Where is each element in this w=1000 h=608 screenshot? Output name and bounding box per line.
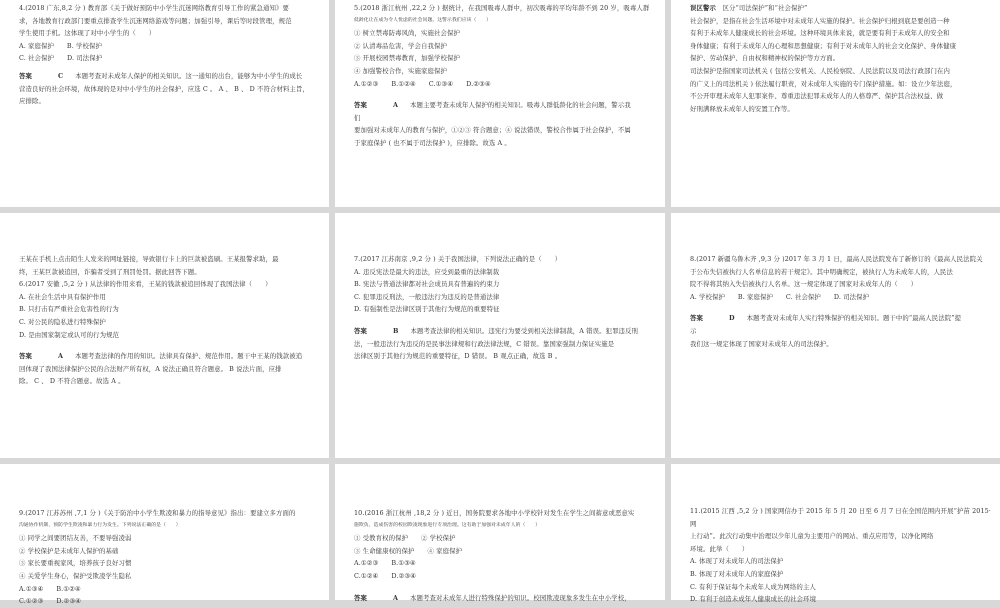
option-line: ② 学校保护是未成年人保护的基础 — [19, 546, 119, 555]
context-line: 终，王某巨款被追回，诈骗者受到了刑罚处罚。据此回答下题。 — [19, 267, 201, 276]
option-line: A.①②③ B.①③④ — [354, 559, 416, 568]
context-line: 王某在手机上点击陌生人发来的网址链接，导致银行卡上的巨款被盗刷。王某报警求助，最 — [19, 255, 279, 263]
answer-letter: D — [728, 314, 735, 323]
option-line: C. 犯罪违反刑法，一般违法行为违反的是普通法律 — [354, 292, 500, 301]
answer-letter: A — [392, 101, 399, 110]
answer-label: 答案 — [19, 352, 32, 361]
answer-line — [354, 592, 653, 605]
question-line: 环境。此举（ ） — [690, 544, 749, 553]
answer-label: 答案 — [690, 314, 703, 323]
option-line: B. 只打击有严重社会危害性的行为 — [19, 305, 119, 314]
option-line: B. 宪法与普通法律都对社会成员具有普遍的约束力 — [354, 280, 500, 289]
body-line: 不公开审理未成年人犯罪案件、尊重违法犯罪未成年人的人格尊严、保护其合法权益、做 — [690, 92, 944, 101]
page-q7 — [335, 213, 665, 458]
answer-letter: B — [392, 326, 399, 335]
question-line: 9.(2017 江苏苏州 ,7,1 分 )《关于防治中小学生欺凌和暴力的指导意见》指出：要建立多方面的 — [19, 509, 296, 517]
question-line: 沟通协作机制，预防学生欺凌和暴力行为发生。下列说法正确的是（ ） — [19, 522, 181, 528]
question-line: 施欺负，造成伤害的校园欺凌现象进行专项治理。这有助于加强对未成年人的（ ） — [354, 522, 541, 528]
body-line: 社会保护，是指在社会生活环境中对未成年人实施的保护。社会保护归根到底是要创造一种 — [690, 16, 950, 25]
answer-line: 们 — [354, 113, 361, 122]
option-line: C. 有利于保证每个未成年人成为网络的主人 — [690, 582, 816, 591]
option-line: ① 同学之间要团结友善，不要导强凌弱 — [19, 534, 132, 543]
option-line: A. 在社会生活中具有保护作用 — [19, 292, 106, 301]
body-line: 司法保护是指国家司法机关 ( 包括公安机关、人民检察院、人民法院以及司法行政部门在内 — [690, 66, 950, 75]
option-line: ③ 生命健康权的保护 ④ 家庭保护 — [354, 546, 463, 555]
question-line: 11.(2015 江西 ,5,2 分 ) 国家网信办于 2015 年 5 月 20 日至 6 月 7 日在全国范围内开展“护苗 2015· — [690, 507, 991, 515]
page-q4 — [0, 0, 329, 207]
page-q5 — [335, 0, 665, 207]
answer-text: 本题考查法律的作用的知识。法律具有保护、规范作用。题干中王某的钱款被追 — [75, 352, 303, 361]
question-line: 6.(2017 安徽 ,5,2 分 ) 从法律的作用来看，王某的钱款被追回体现了我国法律（ ） — [19, 280, 272, 289]
option-line: C. 社会保护 D. 司法保护 — [19, 54, 103, 63]
question-line: 院不得将其纳入失信被执行人名单。这一规定体现了国家对未成年人的（ ） — [690, 280, 918, 289]
option-line: D. 有强制性是法律区别于其他行为规范的重要特征 — [354, 305, 500, 314]
option-line: ② 认清毒品危害，学会自我保护 — [354, 41, 447, 50]
misconception-title: 区分“司法保护”和“社会保护” — [715, 4, 808, 12]
answer-line: 除。 C 、 D 不符合题意。故选 A 。 — [19, 377, 125, 386]
answer-text: 本题主要考查未成年人保护的相关知识。吸毒人群低龄化的社会问题，警示我 — [410, 101, 631, 110]
question-line: 8.(2017 新疆乌鲁木齐 ,9,3 分 )2017 年 3 月 1 日，最高人民法院发布了新修订的《最高人民法院关 — [690, 255, 983, 263]
option-line: ④ 加强警校合作，实施家庭保护 — [354, 66, 447, 75]
answer-line: 于家庭保护 ( 也不属于司法保护 )，应排除。故选 A 。 — [354, 138, 511, 147]
question-line: 10.(2016 浙江杭州 ,18,2 分 ) 近日，国务院要求各地中小学校针对发生在学生之间蓄意或恶意实 — [354, 509, 635, 517]
question-line: 低龄化让在成为令人忧虑的社会问题。这警示我们应该（ ） — [354, 17, 492, 23]
page-q11 — [671, 464, 1000, 604]
page-q6 — [0, 213, 329, 458]
option-line: A. 违反宪法是最大的违法，应受到最重的法律制裁 — [354, 267, 500, 276]
question-line: 求，各地教育行政部门要重点排查学生沉迷网络游戏等问题；加强引导，课后等时段管理，规范 — [19, 16, 292, 25]
body-line: 的广义上的司法机关 ) 依法履行职责，对未成年人实施的专门保护措施。如：设立少年法庭， — [690, 79, 957, 88]
question-line: 上行动”。此次行动集中治理以少年儿童为主要用户的网站、重点应用等，以净化网络 — [690, 532, 934, 541]
question-line: 于公布失信被执行人名单信息的若干规定》。其中明确规定，被执行人为未成年人的，人民法 — [690, 267, 953, 276]
answer-label: 答案 — [354, 593, 367, 602]
option-line: D. 是由国家制定或认可的行为规范 — [19, 330, 120, 339]
answer-line: 营造良好的社会环境，故体现的是对中小学生的社会保护，应选 C 。 A 、 B 、 D 不符合材料主旨， — [19, 84, 309, 93]
option-line: C.①②③ D.②③④ — [19, 597, 81, 606]
body-line: 好刑满释放未成年人的安置工作等。 — [690, 104, 794, 113]
answer-letter: A — [57, 352, 64, 361]
option-line: A.①②③ B.①②④ C.①③④ D.②③④ — [354, 79, 491, 88]
answer-line — [19, 350, 317, 363]
answer-label: 答案 — [19, 71, 32, 80]
answer-line — [354, 325, 653, 338]
page-q8 — [671, 213, 1000, 458]
option-line: A. 家庭保护 B. 学校保护 — [19, 41, 102, 50]
page-misconception — [671, 0, 1000, 207]
option-line: C. 对公民的隐私进行特殊保护 — [19, 317, 106, 326]
answer-text: 本题考查对未成年人保护的相关知识。这一通知的出台，能够为中小学生的成长 — [75, 71, 303, 80]
option-line: A. 体现了对未成年人的司法保护 — [690, 557, 784, 566]
answer-line: 要加强对未成年人的教育与保护，①②③ 符合题意；④ 说法错误，警校合作属于社会保护，不属 — [354, 126, 631, 135]
question-line: 4.(2018 广东,8,2 分 ) 教育部《关于做好预防中小学生沉迷网络教育引导工作的紧急通知》要 — [19, 4, 289, 12]
body-line: 有利于未成年人健康成长的社会环境。这种环境具体来说，就是要有利于未成年人的安全和 — [690, 29, 950, 38]
question-line: 网 — [690, 519, 697, 528]
option-line: C.①②④ D.②③④ — [354, 571, 416, 580]
option-line: D. 有利于创造未成年人健康成长的社会环境 — [690, 595, 817, 604]
answer-letter: A — [392, 593, 399, 602]
page-q9 — [0, 464, 329, 606]
question-line: 7.(2017 江苏南京 ,9,2 分 ) 关于我国法律，下列说法正确的是（ ） — [354, 255, 562, 263]
question-line: 5.(2018 浙江杭州 ,22,2 分 ) 据统计，在我国吸毒人群中，初次吸毒的平均年龄不到 20 岁，吸毒人群 — [354, 4, 650, 12]
page-q10 — [335, 464, 665, 600]
answer-label: 答案 — [354, 101, 367, 110]
answer-line — [354, 99, 653, 112]
answer-line — [690, 312, 988, 325]
body-line: 保护、劳动保护、自由权和精神权的保护等方方面。 — [690, 54, 840, 63]
answer-text: 本题考查对未成年人实行特殊保护的相关知识。题干中的“最高人民法院”提 — [746, 314, 962, 323]
body-line: 身体健康；有利于未成年人的心理和思想健康；有利于对未成年人的社会文化保护、身体健康 — [690, 41, 957, 50]
answer-line: 法，一般违法行为违反的是民事法律规和行政法律法规，C 错误。靠国家强制力保证实施是 — [354, 339, 615, 348]
option-line: B. 体现了对未成年人的家庭保护 — [690, 569, 784, 578]
misconception-label: 误区警示 — [690, 4, 716, 12]
answer-line: 示 — [690, 326, 697, 335]
answer-line: 我们这一规定体现了国家对未成年人的司法保护。 — [690, 339, 833, 348]
answer-text: 本题考查对未成年人进行特殊保护的知识。校园欺凌现象多发生在中小学校， — [410, 593, 631, 602]
question-line: 学生使用手机。这体现了对中小学生的（ ） — [19, 29, 156, 38]
option-line: ③ 家长要重视家风，培养孩子良好习惯 — [19, 559, 132, 568]
answer-letter: C — [57, 71, 64, 80]
option-line: ① 受教育权的保护 ② 学校保护 — [354, 534, 456, 543]
answer-text: 本题考查法律的相关知识。违宪行为要受到相关法律制裁，A 错误。犯罪违反刑 — [410, 326, 639, 335]
answer-label: 答案 — [354, 326, 367, 335]
answer-line — [19, 70, 317, 83]
misconception-heading — [690, 2, 988, 15]
option-line: ① 树立禁毒防毒风尚，实施社会保护 — [354, 29, 460, 38]
answer-line: 应排除。 — [19, 97, 45, 106]
option-line: ③ 开展校园禁毒教育，加强学校保护 — [354, 54, 460, 63]
option-line: ④ 关爱学生身心，保护受欺凌学生隐私 — [19, 571, 132, 580]
option-line: A.①③④ B.①②④ — [19, 584, 81, 593]
answer-line: 回体现了我国法律保护公民的合法财产所有权，A 说法正确且符合题意。 B 说法片面，应排 — [19, 364, 282, 373]
option-line: A. 学校保护 B. 家庭保护 C. 社会保护 D. 司法保护 — [690, 292, 870, 301]
answer-line: 法律区别于其他行为规范的重要特征，D 错误。 B 观点正确，故选 B 。 — [354, 352, 562, 361]
